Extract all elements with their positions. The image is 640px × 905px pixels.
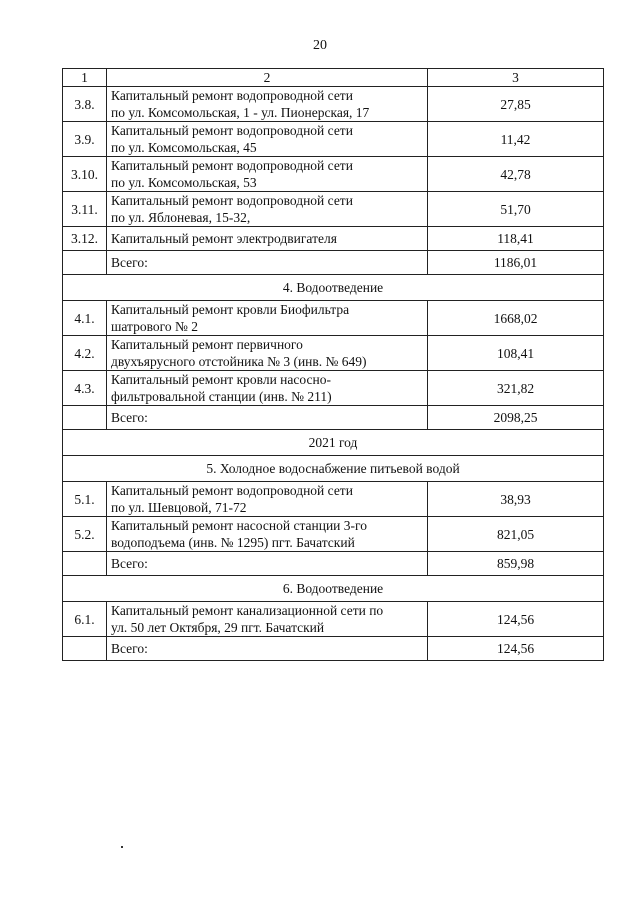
row-value: 38,93 [428, 482, 604, 517]
column-header-3: 3 [428, 69, 604, 87]
row-number [63, 637, 107, 661]
row-value: 108,41 [428, 336, 604, 371]
row-number [63, 552, 107, 576]
section-title: 6. Водоотведение [63, 576, 604, 602]
table-row [63, 301, 604, 336]
row-description: Капитальный ремонт электродвигателя [107, 227, 428, 251]
row-number: 3.8. [63, 87, 107, 122]
row-description: Капитальный ремонт кровли насосно- фильтровальной станции (инв. № 211) [107, 371, 428, 406]
row-number [63, 406, 107, 430]
total-value: 124,56 [428, 637, 604, 661]
repair-table [62, 68, 604, 661]
table-row [63, 227, 604, 251]
row-description: Капитальный ремонт кровли Биофильтра шатрового № 2 [107, 301, 428, 336]
row-value: 1668,02 [428, 301, 604, 336]
section-header-row [63, 275, 604, 301]
row-number: 3.9. [63, 122, 107, 157]
total-label: Всего: [107, 406, 428, 430]
section-title: 5. Холодное водоснабжение питьевой водой [63, 456, 604, 482]
column-header-1: 1 [63, 69, 107, 87]
total-label: Всего: [107, 251, 428, 275]
total-label: Всего: [107, 637, 428, 661]
row-number: 6.1. [63, 602, 107, 637]
stray-mark [121, 846, 123, 848]
row-number [63, 251, 107, 275]
total-row [63, 637, 604, 661]
section-title: 4. Водоотведение [63, 275, 604, 301]
table-body [63, 69, 604, 661]
total-value: 1186,01 [428, 251, 604, 275]
row-value: 821,05 [428, 517, 604, 552]
row-value: 51,70 [428, 192, 604, 227]
table-row [63, 371, 604, 406]
row-description: Капитальный ремонт водопроводной сети по ул. Комсомольская, 45 [107, 122, 428, 157]
table-row [63, 157, 604, 192]
total-value: 859,98 [428, 552, 604, 576]
total-value: 2098,25 [428, 406, 604, 430]
row-description: Капитальный ремонт насосной станции 3-го водоподъема (инв. № 1295) пгт. Бачатский [107, 517, 428, 552]
row-description: Капитальный ремонт первичного двухъярусного отстойника № 3 (инв. № 649) [107, 336, 428, 371]
table-row [63, 482, 604, 517]
row-value: 27,85 [428, 87, 604, 122]
row-value: 124,56 [428, 602, 604, 637]
row-number: 3.10. [63, 157, 107, 192]
table-row [63, 192, 604, 227]
row-value: 321,82 [428, 371, 604, 406]
section-title: 2021 год [63, 430, 604, 456]
row-number: 3.12. [63, 227, 107, 251]
table-header-row [63, 69, 604, 87]
row-number: 4.3. [63, 371, 107, 406]
row-description: Капитальный ремонт водопроводной сети по ул. Шевцовой, 71-72 [107, 482, 428, 517]
total-row [63, 406, 604, 430]
row-value: 11,42 [428, 122, 604, 157]
section-header-row [63, 430, 604, 456]
table-row [63, 336, 604, 371]
table-row [63, 87, 604, 122]
row-number: 5.2. [63, 517, 107, 552]
table-row [63, 122, 604, 157]
total-row [63, 552, 604, 576]
table-row [63, 517, 604, 552]
column-header-2: 2 [107, 69, 428, 87]
row-number: 5.1. [63, 482, 107, 517]
row-number: 4.1. [63, 301, 107, 336]
row-number: 4.2. [63, 336, 107, 371]
table-row [63, 602, 604, 637]
section-header-row [63, 576, 604, 602]
section-header-row [63, 456, 604, 482]
total-label: Всего: [107, 552, 428, 576]
row-description: Капитальный ремонт канализационной сети по ул. 50 лет Октября, 29 пгт. Бачатский [107, 602, 428, 637]
row-description: Капитальный ремонт водопроводной сети по ул. Комсомольская, 1 - ул. Пионерская, 17 [107, 87, 428, 122]
row-description: Капитальный ремонт водопроводной сети по ул. Яблоневая, 15-32, [107, 192, 428, 227]
row-value: 42,78 [428, 157, 604, 192]
row-description: Капитальный ремонт водопроводной сети по ул. Комсомольская, 53 [107, 157, 428, 192]
total-row [63, 251, 604, 275]
page-number: 20 [313, 38, 327, 53]
row-value: 118,41 [428, 227, 604, 251]
row-number: 3.11. [63, 192, 107, 227]
